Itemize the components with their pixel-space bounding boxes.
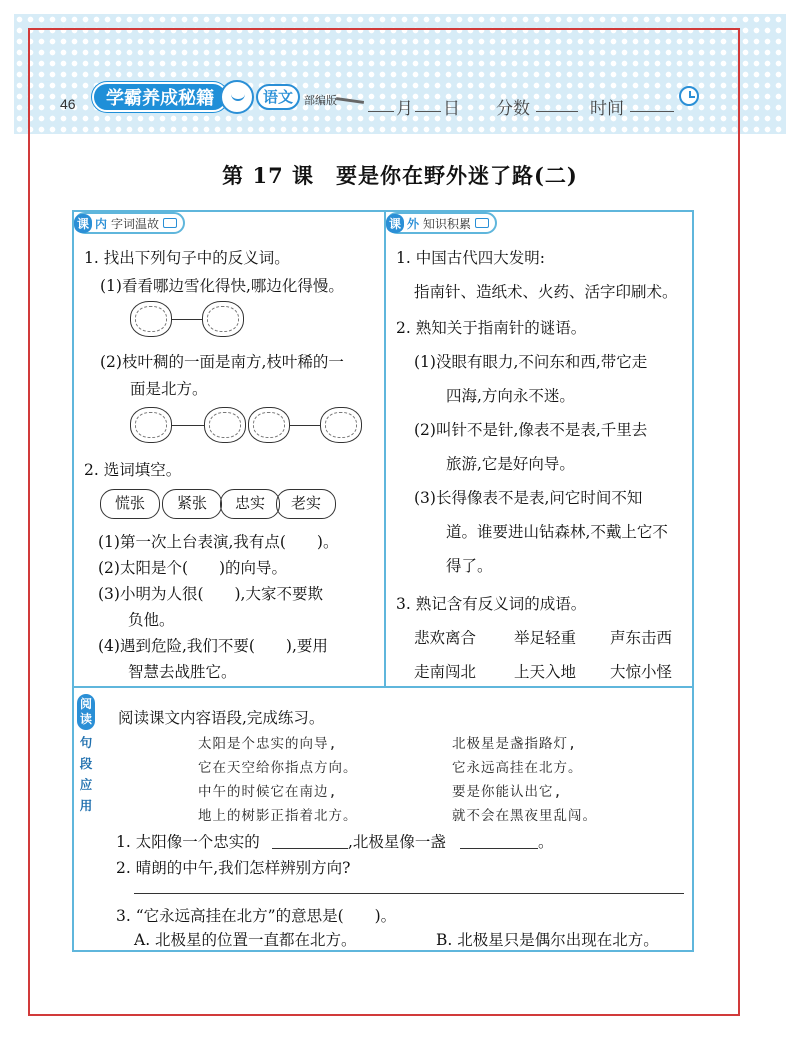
answer-blank[interactable] bbox=[460, 848, 538, 849]
section-tag-extracurricular bbox=[386, 212, 497, 234]
time-label: 时间 bbox=[590, 99, 624, 119]
option-b[interactable]: B. 北极星只是偶尔出现在北方。 bbox=[436, 931, 659, 949]
riddle-3-cont2: 得了。 bbox=[446, 557, 493, 575]
answer-cloud[interactable] bbox=[130, 301, 172, 337]
brand-logo: 学霸养成秘籍 bbox=[92, 82, 228, 112]
exercise-1-mid: ,北极星像一盏 bbox=[348, 833, 446, 851]
fill-sentence-3-cont: 负他。 bbox=[128, 611, 175, 629]
edition-label: 部编版 bbox=[304, 94, 337, 107]
fill-sentence-4: (4)遇到危险,我们不要( ),要用 bbox=[98, 637, 328, 655]
lesson-title: 第 17 课 要是你在野外迷了路(二) bbox=[222, 163, 578, 188]
question-1: 1. 找出下列句子中的反义词。 bbox=[84, 249, 290, 267]
answer-cloud[interactable] bbox=[320, 407, 362, 443]
exercise-1: 1. 太阳像一个忠实的 bbox=[116, 833, 260, 851]
fill-sentence-4-cont: 智慧去战胜它。 bbox=[128, 663, 237, 681]
subject-badge: 语文 bbox=[256, 84, 300, 110]
knowledge-2: 2. 熟知关于指南针的谜语。 bbox=[396, 319, 587, 337]
idiom: 大惊小怪 bbox=[610, 663, 673, 681]
poem-line: 北极星是盏指路灯, bbox=[452, 736, 578, 752]
riddle-3-cont: 道。谁要进山钻森林,不戴上它不 bbox=[446, 523, 668, 541]
word-choice: 慌张 bbox=[100, 489, 160, 519]
riddle-1-cont: 四海,方向永不迷。 bbox=[446, 387, 575, 405]
connector-line bbox=[172, 319, 202, 320]
poem-line: 它在天空给你指点方向。 bbox=[198, 760, 358, 776]
poem-line: 要是你能认出它, bbox=[452, 784, 563, 800]
answer-cloud[interactable] bbox=[202, 301, 244, 337]
exercise-3: 3. “它永远高挂在北方”的意思是( )。 bbox=[116, 907, 397, 925]
idiom: 上天入地 bbox=[514, 663, 577, 681]
tag-letter: 外 bbox=[407, 216, 420, 231]
section-tag-reading bbox=[77, 694, 95, 814]
word-choice: 紧张 bbox=[162, 489, 222, 519]
tag-char: 用 bbox=[79, 798, 93, 813]
month-label: 月 bbox=[396, 99, 413, 119]
idiom: 声东击西 bbox=[610, 629, 673, 647]
poem-line: 中午的时候它在南边, bbox=[198, 784, 338, 800]
idiom: 走南闯北 bbox=[414, 663, 477, 681]
riddle-2: (2)叫针不是针,像表不是表,千里去 bbox=[414, 421, 648, 439]
time-blank[interactable] bbox=[630, 111, 674, 112]
answer-cloud[interactable] bbox=[248, 407, 290, 443]
exercise-1-end: 。 bbox=[538, 833, 554, 851]
score-blank[interactable] bbox=[536, 111, 578, 112]
sentence-1: (1)看看哪边雪化得快,哪边化得慢。 bbox=[100, 277, 344, 295]
book-icon bbox=[163, 218, 177, 228]
poem-line: 太阳是个忠实的向导, bbox=[198, 736, 338, 752]
tag-letter: 内 bbox=[95, 216, 108, 231]
idiom: 举足轻重 bbox=[514, 629, 577, 647]
month-blank[interactable] bbox=[368, 111, 394, 112]
option-a[interactable]: A. 北极星的位置一直都在北方。 bbox=[134, 931, 357, 949]
connector-line bbox=[172, 425, 204, 426]
fill-sentence-3: (3)小明为人很( ),大家不要欺 bbox=[98, 585, 323, 603]
page-number: 46 bbox=[60, 96, 76, 112]
exercise-2: 2. 晴朗的中午,我们怎样辨别方向? bbox=[116, 859, 351, 877]
day-label: 日 bbox=[443, 99, 460, 119]
poem-line: 就不会在黑夜里乱闯。 bbox=[452, 808, 597, 824]
answer-line[interactable] bbox=[134, 893, 684, 894]
sentence-2-cont: 面是北方。 bbox=[130, 380, 208, 398]
tag-letter: 课 bbox=[74, 214, 92, 233]
answer-cloud[interactable] bbox=[130, 407, 172, 443]
tag-text: 知识积累 bbox=[423, 216, 472, 231]
answer-cloud[interactable] bbox=[204, 407, 246, 443]
word-choice: 老实 bbox=[276, 489, 336, 519]
tag-reading-top: 阅读 bbox=[77, 694, 95, 730]
tag-char: 句 bbox=[79, 735, 93, 750]
book-icon bbox=[475, 218, 489, 228]
score-label: 分数 bbox=[496, 99, 530, 119]
section-tag-in-class bbox=[74, 212, 185, 234]
sentence-2: (2)枝叶稠的一面是南方,枝叶稀的一 bbox=[100, 353, 344, 371]
inventions-text: 指南针、造纸术、火药、活字印刷术。 bbox=[414, 283, 678, 301]
day-blank[interactable] bbox=[415, 111, 441, 112]
tag-letter: 课 bbox=[386, 214, 404, 233]
answer-blank[interactable] bbox=[272, 848, 348, 849]
knowledge-3: 3. 熟记含有反义词的成语。 bbox=[396, 595, 587, 613]
poem-line: 地上的树影正指着北方。 bbox=[198, 808, 358, 824]
poem-line: 它永远高挂在北方。 bbox=[452, 760, 583, 776]
tag-char: 段 bbox=[79, 756, 93, 771]
tag-char: 应 bbox=[79, 777, 93, 792]
clock-icon bbox=[679, 86, 699, 106]
riddle-2-cont: 旅游,它是好向导。 bbox=[446, 455, 575, 473]
reading-intro: 阅读课文内容语段,完成练习。 bbox=[118, 709, 325, 727]
connector-line bbox=[290, 425, 320, 426]
idiom: 悲欢离合 bbox=[414, 629, 477, 647]
fill-sentence-1: (1)第一次上台表演,我有点( )。 bbox=[98, 533, 339, 551]
word-choice: 忠实 bbox=[220, 489, 280, 519]
tag-text: 字词温故 bbox=[111, 216, 160, 231]
fill-sentence-2: (2)太阳是个( )的向导。 bbox=[98, 559, 288, 577]
riddle-3: (3)长得像表不是表,问它时间不知 bbox=[414, 489, 643, 507]
mascot-icon bbox=[220, 80, 254, 114]
riddle-1: (1)没眼有眼力,不问东和西,带它走 bbox=[414, 353, 648, 371]
question-2: 2. 选词填空。 bbox=[84, 461, 182, 479]
knowledge-1: 1. 中国古代四大发明: bbox=[396, 249, 545, 267]
